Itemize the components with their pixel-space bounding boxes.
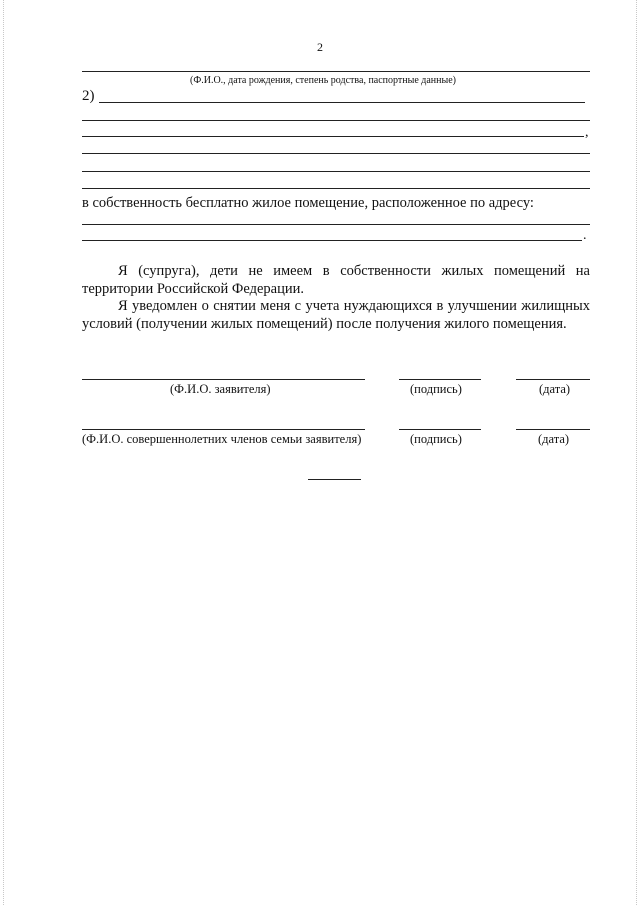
- label-family-name: (Ф.И.О. совершеннолетних членов семьи заявителя): [82, 432, 362, 446]
- label-family-signature: (подпись): [410, 432, 462, 446]
- signature-line-family-date: [516, 429, 590, 430]
- paragraph-no-property: Я (супруга), дети не имеем в собственности жилых помещений на территории Российской Федерации.: [82, 263, 590, 297]
- caption-person-data: (Ф.И.О., дата рождения, степень родства, паспортные данные): [190, 75, 456, 86]
- label-applicant-name: (Ф.И.О. заявителя): [170, 382, 271, 396]
- ownership-line: в собственность бесплатно жилое помещение, расположенное по адресу:: [82, 195, 534, 211]
- signature-line-family-signature: [399, 429, 481, 430]
- fill-line-person-data: [82, 71, 590, 72]
- item-2-label: 2): [82, 88, 95, 104]
- fill-line-address: [82, 224, 590, 225]
- fill-line: [82, 153, 590, 154]
- signature-line-applicant-date: [516, 379, 590, 380]
- fill-line: [82, 171, 590, 172]
- signature-line-applicant-signature: [399, 379, 481, 380]
- scan-edge-left: [3, 0, 4, 905]
- page-number: 2: [317, 40, 323, 54]
- label-family-date: (дата): [538, 432, 570, 446]
- signature-line-applicant-name: [82, 379, 365, 380]
- fill-line: [82, 136, 584, 137]
- signature-line-family-name: [82, 429, 365, 430]
- scan-edge-right: [636, 0, 637, 905]
- fill-line-item-2: [99, 102, 585, 103]
- line-comma: ,: [585, 125, 589, 140]
- closing-rule: [308, 479, 361, 480]
- fill-line: [82, 120, 590, 121]
- label-applicant-signature: (подпись): [410, 382, 462, 396]
- line-period: .: [583, 228, 587, 243]
- label-applicant-date: (дата): [539, 382, 571, 396]
- fill-line-address: [82, 240, 582, 241]
- fill-line: [82, 188, 590, 189]
- paragraph-notification: Я уведомлен о снятии меня с учета нуждающихся в улучшении жилищных условий (получении жилых помещений) после получения жилого помещения.: [82, 298, 590, 332]
